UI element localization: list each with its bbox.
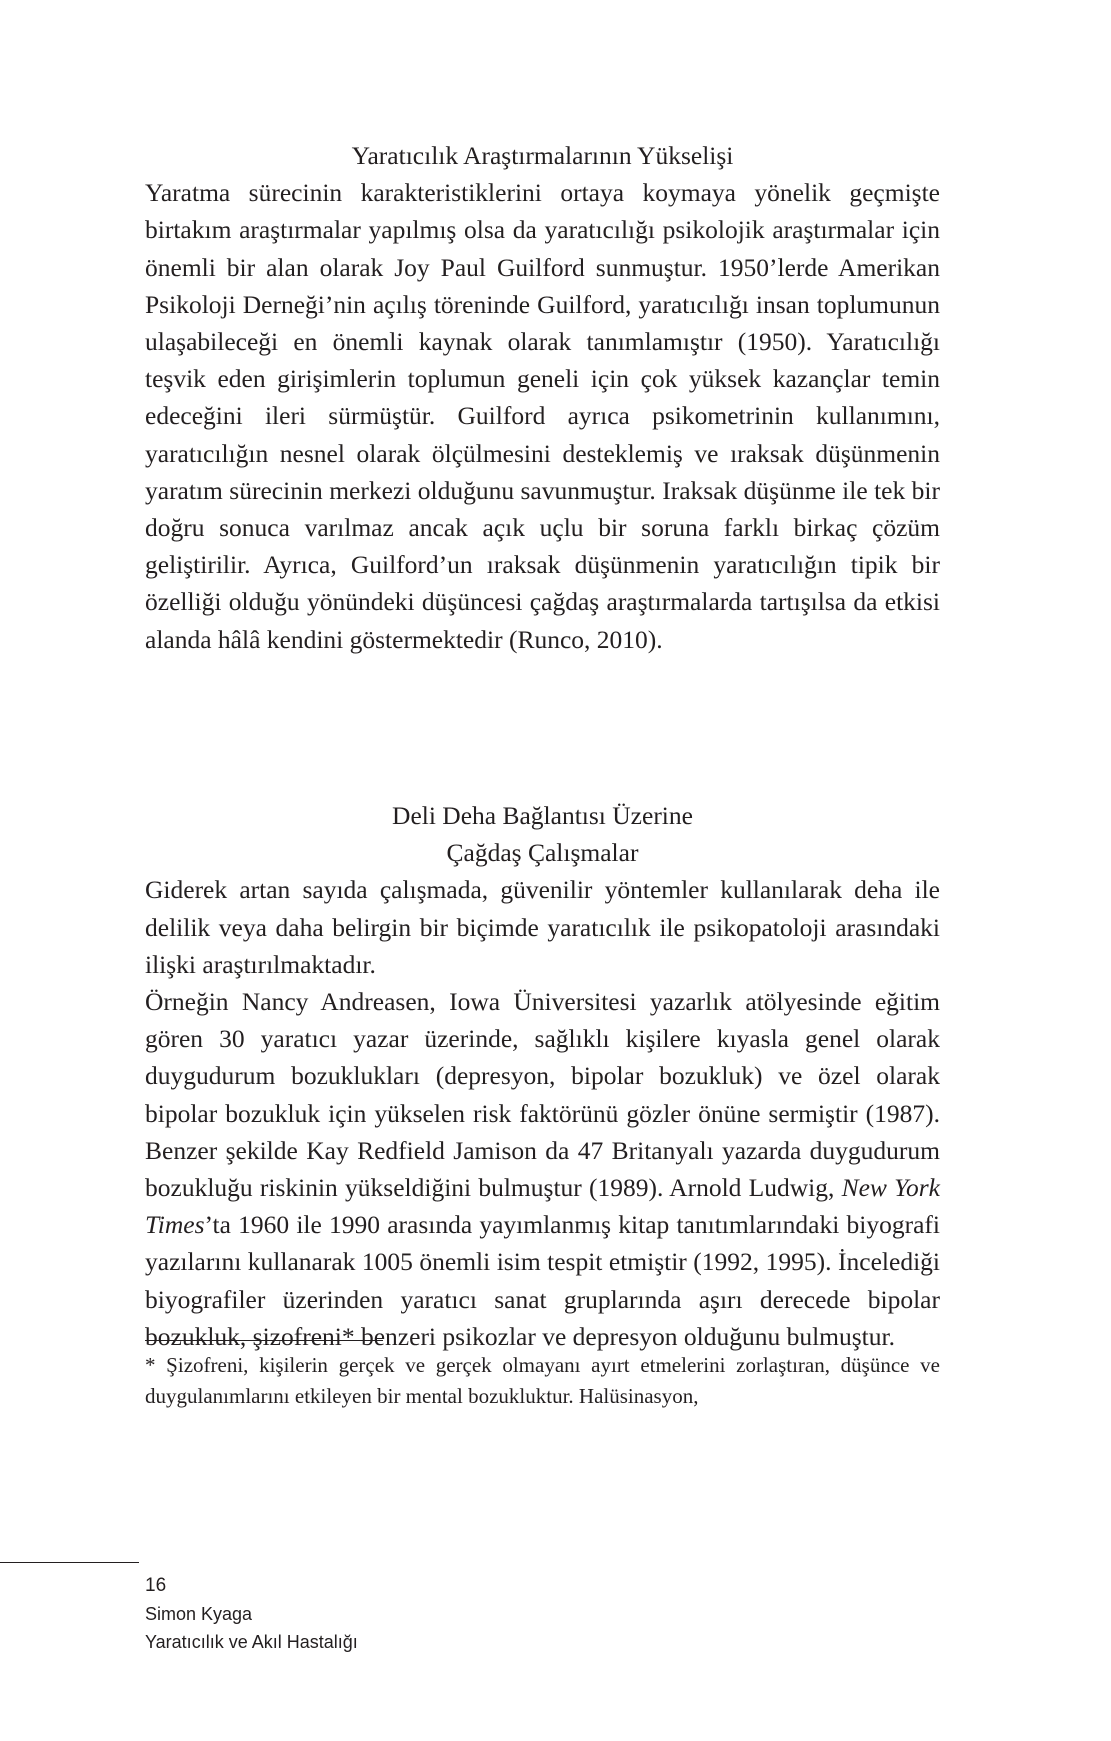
body-text: Örneğin Nancy Andreasen, Iowa Üniversitesi yazarlık atölyesinde eğitim gören 30 yaratıcı yazar üzerinde, sağlıklı kişilere kıyasla genel olarak duygudurum bozuklukları (depresyon, bipolar bozukluk) ve özel olarak bipolar bozukluk için yükselen risk faktörünü gözler önüne sermiştir (1987). Benzer şekilde Kay Redfield Jamison da 47 Britanyalı yazarda duygudurum bozukluğu riskinin yükseldiğini bulmuştur (1989). Arnold Ludwig, <box>145 987 940 1203</box>
page-number: 16 <box>145 1575 167 1596</box>
body-paragraph: Giderek artan sayıda çalışmada, güvenilir yöntemler kullanılarak deha ile delilik veya daha belirgin bir biçimde yaratıcılık ile psikopatoloji arasındaki ilişki araştırılmaktadır. <box>145 875 940 979</box>
section-heading: Yaratıcılık Araştırmalarının Yükselişi <box>351 141 734 170</box>
italic-publication-title: New York Times <box>145 1173 940 1240</box>
body-paragraph: Yaratma sürecinin karakteristiklerini ortaya koymaya yönelik geçmişte birtakım araştırmalar yapılmış olsa da yaratıcılığı psikolojik araştırmalar için önemli bir alan olarak Joy Paul Guilford sunmuştur. 1950’lerde Amerikan Psikoloji Derneği’nin açılış töreninde Guilford, yaratıcılığı insan toplumunun ulaşabileceği en önemli kaynak olarak tanımlamıştır (1950). Yaratıcılığı teşvik eden girişimlerin toplumun geneli için çok yüksek kazançlar temin edeceğini ileri sürmüştür. Guilford ayrıca psikometrinin kullanımını, yaratıcılığın nesnel olarak ölçülmesini desteklemiş ve ıraksak düşünmenin yaratım sürecinin merkezi olduğunu savunmuştur. Iraksak düşünme ile tek bir doğru sonuca varılmaz ancak açık uçlu bir soruna farklı birkaç çözüm geliştirilir. Ayrıca, Guilford’un ıraksak düşünmenin yaratıcılığın tipik bir özelliği olduğu yönündeki düşüncesi çağdaş araştırmalarda tartışılsa da etkisi alanda hâlâ kendini göstermektedir (Runco, 2010). <box>145 178 940 654</box>
book-title: Yaratıcılık ve Akıl Hastalığı <box>145 1632 358 1652</box>
footnote: * Şizofreni, kişilerin gerçek ve gerçek olmayanı ayırt etmelerini zorlaştıran, düşünce ve duygulanımlarını etkileyen bir mental bozukluktur. Halüsinasyon, <box>145 1353 940 1408</box>
body-text: ’ta 1960 ile 1990 arasında yayımlanmış kitap tanıtımlarındaki biyografi yazılarını kullanarak 1005 önemli isim tespit etmiştir (1992, 1995). İncelediği biyografiler üzerinden yaratıcı sanat gruplarında aşırı derecede bipolar bozukluk, şizofreni* benzeri psikozlar ve depresyon olduğunu bulmuştur. <box>145 1210 940 1351</box>
body-paragraph <box>145 983 940 1355</box>
footer-divider <box>0 1562 139 1563</box>
section-rise-of-creativity-research <box>145 137 940 658</box>
author-name: Simon Kyaga <box>145 1604 253 1624</box>
footnote-divider <box>145 1340 383 1341</box>
section-contemporary-studies <box>145 797 940 1355</box>
page-footer <box>145 1572 358 1656</box>
section-heading-line-2: Çağdaş Çalışmalar <box>446 838 639 868</box>
section-heading-line-1: Deli Deha Bağlantısı Üzerine <box>392 801 693 830</box>
